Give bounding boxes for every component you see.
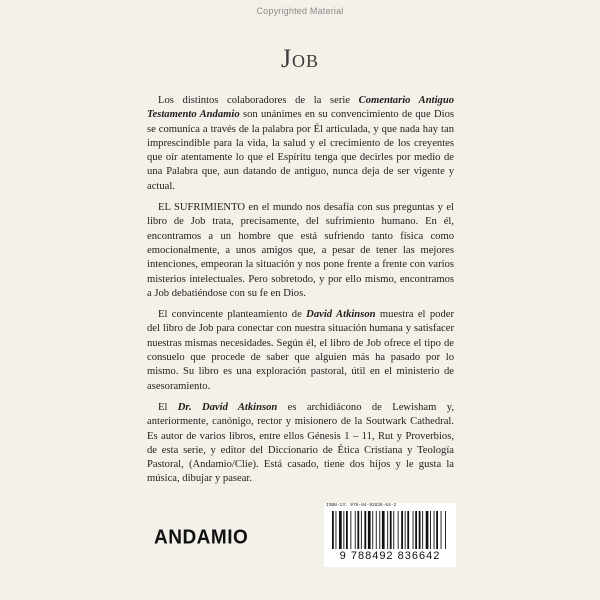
barcode-bar <box>332 511 334 549</box>
isbn-label: ISBN-13: 978-84-92836-64-2 <box>326 503 397 508</box>
barcode-bar <box>379 511 380 549</box>
copyright-watermark: Copyrighted Material <box>256 6 344 16</box>
barcode-bar <box>350 511 351 549</box>
barcode-bar <box>398 511 399 549</box>
barcode-bar <box>430 511 431 549</box>
publisher-logo: ANDAMIO <box>154 526 249 549</box>
barcode-bar <box>405 511 406 549</box>
barcode-bar <box>364 511 366 549</box>
text-span: es archidiácono de Lewisham y, anteriormente, canónigo, rector y misionero de la Soutwark Cathedral. Es autor de varios libros, entre ellos Génesis 1 – 11, Rut y Proverbios, de esta serie, y editor del Diccionario de Ética Cristiana y Teología Pastoral, (Andamio/Clie). Está casado, tiene dos hijos y le gusta la música, dibujar y pasear. <box>147 401 454 485</box>
barcode-bar <box>382 511 385 549</box>
text-span: muestra el poder del libro de Job para conectar con nuestra situación humana y satisfacer nuestras mismas necesidades. Según él, el libro de Job ofrece el tipo de consuelo que procede de saber que alguien más ha pasado por lo mismo. Su libro es una exploración pastoral, útil en el ministerio de asesoramiento. <box>147 309 454 392</box>
isbn-barcode <box>324 503 456 567</box>
barcode-bar <box>343 511 344 549</box>
blurb-text <box>147 94 454 494</box>
barcode-bar <box>401 511 403 549</box>
barcode-bar <box>376 511 377 549</box>
barcode-bar <box>372 511 373 549</box>
barcode-bar <box>361 511 362 549</box>
barcode-bar <box>387 511 388 549</box>
text-span: El convincente planteamiento de <box>158 309 307 321</box>
barcode-bar <box>336 511 337 549</box>
barcode-bar <box>346 511 348 549</box>
book-title: Job <box>280 44 320 73</box>
paragraph-series-intro <box>147 94 454 194</box>
barcode-bar <box>436 511 438 549</box>
barcode-bar <box>339 511 342 549</box>
barcode-bar <box>441 511 442 549</box>
barcode-bar <box>355 511 356 549</box>
paragraph-approach <box>147 308 454 394</box>
barcode-bar <box>434 511 435 549</box>
paragraph-suffering: EL SUFRIMIENTO en el mundo nos desafía con sus preguntas y el libro de Job trata, precisamente, del sufrimiento humano. En él, encontramos a un hombre que está sufriendo tanto física como emocionalmente, a unos amigos que, a pesar de tener las mejores intenciones, empeoran la situación y nos pone frente a frente con varios misterios intelectuales. Pero sobretodo, y por ello mismo, encontramos a Job debatiéndose con su fe en Dios. <box>147 202 454 299</box>
barcode-bar <box>357 511 359 549</box>
isbn-digits: 9 788492 836642 <box>339 550 441 562</box>
author-name-bio: Dr. David Atkinson <box>177 401 278 413</box>
author-name: David Atkinson <box>306 309 376 321</box>
barcode-bar <box>390 511 392 549</box>
barcode-bar <box>413 511 414 549</box>
barcode-bar <box>419 511 421 549</box>
barcode-bar <box>445 511 446 549</box>
text-span: Los distintos colaboradores de la serie <box>158 95 359 106</box>
series-name: Comentario Antiguo Testamento Andamio <box>147 95 455 121</box>
barcode-bar <box>426 511 429 549</box>
text-span: El <box>158 401 178 413</box>
paragraph-author-bio <box>147 401 454 487</box>
barcode-bars <box>326 511 454 549</box>
text-span: son unánimes en su convencimiento de que Dios se comunica a través de la palabra por Él articulada, y que nada hay tan imprescindible para la vida, la salud y el crecimiento de los creyentes que oír atentamente lo que el Espíritu tenga que decirles por medio de una Palabra que, aun datando de antiguo, nunca deja de ser vigente y actual. <box>147 109 455 192</box>
barcode-bar <box>407 511 409 549</box>
barcode-bar <box>415 511 417 549</box>
barcode-bar <box>368 511 371 549</box>
barcode-bar <box>393 511 394 549</box>
barcode-bar <box>422 511 423 549</box>
